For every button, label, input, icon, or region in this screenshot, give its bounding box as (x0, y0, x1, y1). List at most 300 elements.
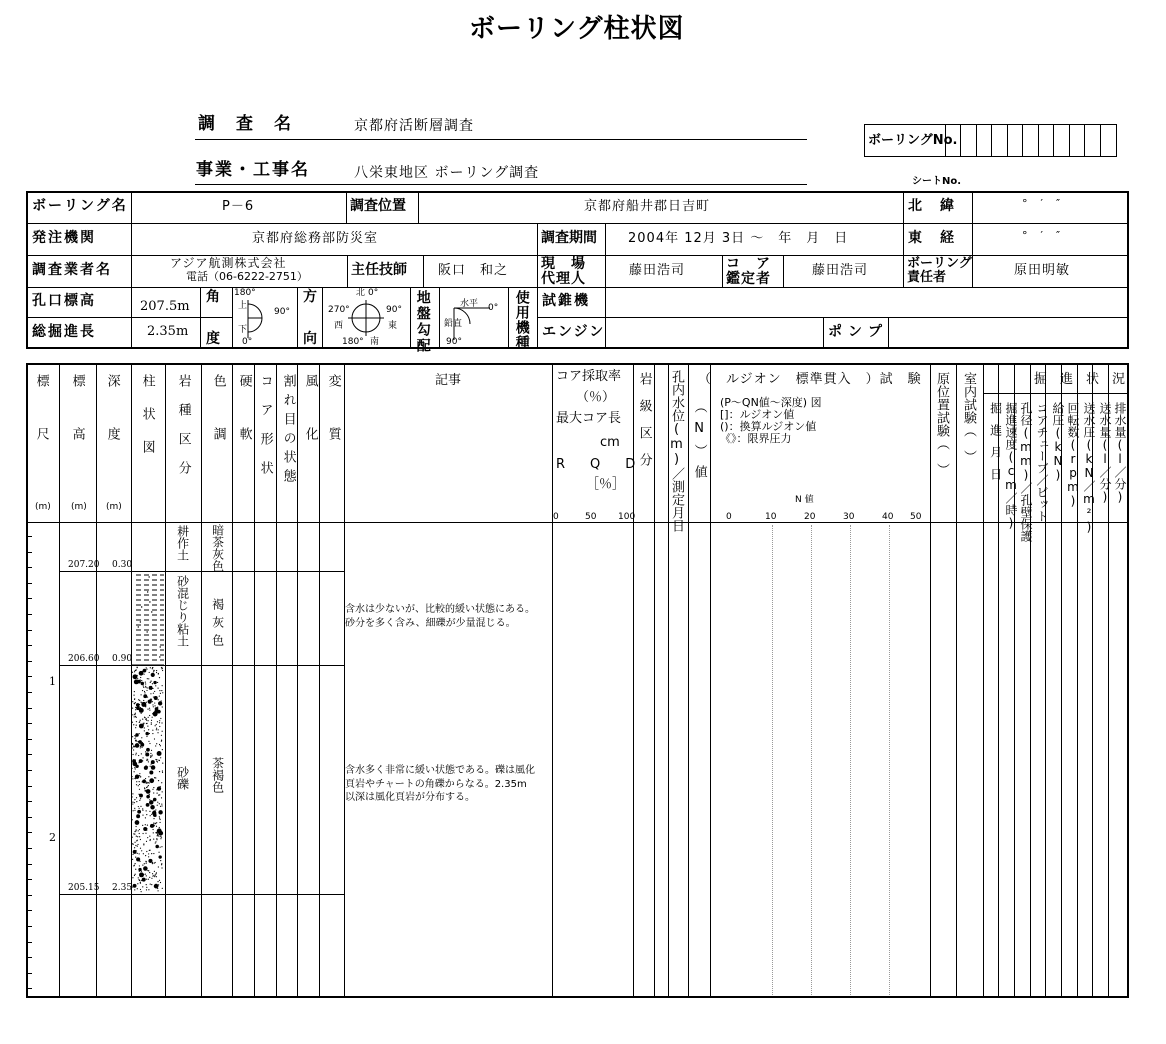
scale-tick (26, 801, 32, 802)
scale-tick (26, 567, 32, 568)
sand-dot (138, 626, 139, 627)
sand-dot (158, 795, 159, 796)
gravel-dot (146, 795, 150, 799)
sand-dot (147, 825, 148, 826)
dir-west: 西 (334, 321, 344, 331)
boring-resp-label: ボーリング 責任者 (907, 256, 972, 285)
scale-tick (26, 848, 32, 849)
sand-dot (149, 743, 150, 744)
sand-dot (134, 808, 135, 809)
sand-dot (152, 789, 153, 790)
sand-dot (145, 874, 146, 875)
unit-scale: (m) (35, 502, 51, 512)
sand-dot (131, 768, 132, 769)
hdr-rqd-pct: ［％］ (586, 477, 626, 492)
sand-dot (146, 723, 147, 724)
sand-dot (132, 743, 133, 744)
sand-dot (145, 683, 146, 684)
project-name: 八栄東地区 ボーリング調査 (354, 165, 540, 181)
gravel-dot (154, 884, 159, 889)
sand-dot (133, 724, 134, 725)
boring-name-label: ボーリング名 (32, 198, 128, 214)
sand-dot (140, 776, 141, 777)
gravel-dot (149, 770, 153, 774)
gravel-dot (153, 681, 156, 684)
sand-dot (150, 757, 151, 758)
scale-tick (26, 536, 32, 537)
sand-dot (132, 793, 133, 794)
sand-dot (162, 692, 163, 693)
sand-dot (160, 882, 161, 883)
sand-dot (134, 799, 135, 800)
sand-dot (141, 753, 142, 754)
gravel-dot (133, 884, 137, 888)
sand-dot (161, 668, 162, 669)
legend-2: []：ルジオン値 (720, 408, 795, 421)
sand-dot (143, 843, 144, 844)
gravel-dot (132, 759, 136, 763)
sand-dot (138, 879, 139, 880)
ground-slope-diagram (440, 288, 508, 348)
sand-dot (147, 708, 148, 709)
company: アジア航測株式会社 (170, 256, 287, 270)
sand-dot (146, 861, 147, 862)
sand-dot (152, 873, 153, 874)
sand-dot (149, 840, 150, 841)
sand-dot (146, 875, 147, 876)
sand-dot (156, 670, 157, 671)
sand-dot (158, 760, 159, 761)
sand-dot (151, 720, 152, 721)
gravel-dot (146, 748, 150, 752)
gravel-dot (143, 694, 147, 698)
hdr-rqd: R Q D (556, 457, 642, 472)
sand-dot (133, 749, 134, 750)
sand-dot (150, 839, 151, 840)
sand-dot (155, 685, 156, 686)
sand-dot (138, 699, 139, 700)
sand-dot (148, 761, 149, 762)
sheet-no-label: シートNo. (912, 176, 962, 187)
n-value-gridline (889, 525, 890, 995)
sand-dot (146, 851, 147, 852)
layer-1-elev: 207.20 (68, 560, 100, 570)
sand-dot (152, 863, 153, 864)
scale-tick (26, 879, 32, 880)
unit-elev: (m) (71, 502, 87, 512)
log-column-divider (710, 363, 711, 998)
sand-dot (157, 802, 158, 803)
sand-dot (134, 716, 135, 717)
n-value-gridline (811, 525, 812, 995)
gravel-dot (151, 673, 155, 677)
gravel-dot (139, 872, 144, 877)
gravel-dot (146, 803, 150, 807)
sand-dot (138, 755, 139, 756)
sand-dot (133, 746, 134, 747)
sand-dot (147, 837, 148, 838)
sand-dot (138, 877, 139, 878)
sand-dot (159, 646, 160, 647)
sand-dot (143, 674, 144, 675)
layer-2-color: 褐灰色 (210, 598, 225, 652)
sand-dot (152, 701, 153, 702)
sand-dot (157, 732, 158, 733)
sand-dot (135, 874, 136, 875)
sand-dot (150, 667, 151, 668)
scale-tick (26, 864, 32, 865)
sand-dot (145, 751, 146, 752)
location: 京都府船井郡日吉町 (584, 199, 711, 214)
layer-1-depth: 0.30 (112, 560, 133, 570)
angle-0: 0° (242, 337, 253, 347)
sand-dot (149, 799, 150, 800)
sand-dot (139, 865, 140, 866)
sand-dot (142, 864, 143, 865)
sand-dot (161, 846, 162, 847)
sand-dot (137, 667, 138, 668)
gravel-dot (142, 779, 146, 783)
north-label: 北 緯 (908, 198, 956, 214)
gravel-dot (133, 850, 137, 854)
sand-dot (161, 722, 162, 723)
gravel-dot (139, 708, 144, 713)
sand-dot (146, 669, 147, 670)
company-label: 調査業者名 (32, 262, 112, 278)
sand-dot (132, 801, 133, 802)
sand-dot (137, 836, 138, 837)
scale-tick (26, 614, 32, 615)
sand-dot (134, 833, 135, 834)
core-appraiser: 藤田浩司 (812, 263, 869, 278)
sand-dot (154, 691, 155, 692)
survey-name: 京都府活断層調査 (354, 118, 474, 134)
sand-dot (160, 757, 161, 758)
log-column-divider (59, 363, 60, 998)
hdr-description-1: 記事 (435, 373, 462, 388)
sand-dot (140, 848, 141, 849)
sand-dot (146, 863, 147, 864)
sand-dot (142, 886, 143, 887)
gravel-dot (141, 702, 146, 707)
scale-tick (26, 692, 32, 693)
sand-dot (146, 787, 147, 788)
sand-dot (142, 690, 143, 691)
survey-name-label: 調 査 名 (198, 114, 293, 134)
site-agent: 藤田浩司 (629, 263, 686, 278)
sand-dot (141, 680, 142, 681)
dir-north: 北 (356, 288, 366, 298)
gravel-dot (155, 845, 159, 849)
layer-3-color: 茶褐色 (210, 757, 225, 793)
sand-dot (145, 817, 146, 818)
sand-dot (133, 695, 134, 696)
sand-dot (134, 802, 135, 803)
sand-dot (139, 808, 140, 809)
scale-tick (26, 957, 32, 958)
sand-dot (158, 780, 159, 781)
sand-dot (151, 722, 152, 723)
sand-dot (141, 606, 142, 607)
sand-dot (135, 702, 136, 703)
angle-down: 下 (238, 325, 248, 335)
period-label: 調査期間 (541, 230, 597, 246)
gravel-dot (153, 798, 157, 802)
log-column-divider (983, 363, 984, 998)
sand-dot (146, 887, 147, 888)
hdr-fracture: 割れ目の状態 (280, 374, 296, 488)
sand-dot (152, 754, 153, 755)
layer-3-elev: 205.15 (68, 883, 100, 893)
gravel-dot (135, 820, 140, 825)
hdr-p-speed: 掘進速度(cm／時) (1004, 402, 1018, 530)
sand-dot (149, 811, 150, 812)
company-tel: 電話（06-6222-2751） (186, 270, 308, 283)
sand-dot (152, 704, 153, 705)
sand-dot (157, 881, 158, 882)
log-column-divider (201, 363, 202, 998)
sand-dot (156, 826, 157, 827)
sand-dot (132, 803, 133, 804)
sand-dot (156, 839, 157, 840)
gravel-dot (136, 703, 140, 707)
layer-3-depth: 2.35 (112, 883, 133, 893)
sand-dot (146, 879, 147, 880)
sand-dot (137, 844, 138, 845)
sand-dot (150, 693, 151, 694)
project-label: 事業・工事名 (196, 160, 310, 180)
gravel-dot (143, 669, 147, 673)
core-appraiser-label: コ ア 鑑定者 (726, 256, 771, 287)
scale-tick (26, 630, 32, 631)
gravel-dot (135, 774, 139, 778)
client-label: 発注機関 (32, 230, 96, 246)
hdr-p-rot: 回転数(rpm) (1066, 402, 1080, 508)
sand-dot (145, 833, 146, 834)
hdr-p-wflow: 送水量(l／分) (1098, 402, 1112, 504)
sand-dot (147, 725, 148, 726)
sand-dot (153, 875, 154, 876)
sand-dot (159, 695, 160, 696)
sand-dot (154, 777, 155, 778)
sand-dot (155, 874, 156, 875)
sand-dot (135, 670, 136, 671)
sand-dot (149, 708, 150, 709)
sand-dot (136, 797, 137, 798)
gravel-dot (143, 866, 148, 871)
sand-dot (156, 793, 157, 794)
sand-dot (141, 850, 142, 851)
sand-dot (148, 678, 149, 679)
hdr-max-core: 最大コア長 (556, 411, 622, 426)
sand-dot (132, 877, 133, 878)
depth-value: 2.35m (147, 324, 189, 339)
sand-dot (149, 709, 150, 710)
sand-dot (139, 836, 140, 837)
machine-type-label: 使用機種 (513, 290, 530, 350)
sand-dot (137, 853, 138, 854)
sand-dot (160, 838, 161, 839)
sand-dot (154, 705, 155, 706)
pct-tick-0: 0 (553, 512, 559, 522)
sand-dot (154, 876, 155, 877)
sand-dot (147, 687, 148, 688)
sand-dot (141, 880, 142, 881)
sand-dot (147, 678, 148, 679)
sand-dot (134, 847, 135, 848)
sand-dot (142, 757, 143, 758)
gravel-dot (149, 686, 153, 690)
sand-dot (139, 789, 140, 790)
legend-1: (P～QN値～深度) 図 (720, 396, 822, 409)
sand-dot (132, 736, 133, 737)
sand-dot (135, 713, 136, 714)
sand-dot (155, 745, 156, 746)
sand-dot (144, 717, 145, 718)
client: 京都府総務部防災室 (252, 231, 379, 246)
sand-dot (135, 869, 136, 870)
sand-dot (159, 803, 160, 804)
gravel-dot (153, 813, 157, 817)
sand-dot (151, 756, 152, 757)
sand-dot (131, 776, 132, 777)
gravel-dot (138, 740, 142, 744)
dir-south: 南 (370, 337, 380, 347)
sand-dot (135, 768, 136, 769)
sand-dot (160, 718, 161, 719)
gravel-dot (149, 778, 154, 783)
sand-dot (144, 863, 145, 864)
gravel-dot (143, 827, 147, 831)
sand-dot (161, 740, 162, 741)
sand-dot (149, 715, 150, 716)
n-value-gridline (850, 525, 851, 995)
gravel-dot (139, 724, 144, 729)
log-row-divider (59, 894, 344, 895)
sand-dot (146, 884, 147, 885)
sand-dot (139, 784, 140, 785)
pump-label: ポンプ (828, 324, 888, 340)
sand-dot (157, 835, 158, 836)
chief-label: 主任技師 (351, 262, 407, 278)
sand-dot (154, 863, 155, 864)
sand-dot (135, 716, 136, 717)
sand-dot (142, 825, 143, 826)
gravel-dot (139, 671, 144, 676)
gravel-dot (151, 760, 155, 764)
sand-dot (155, 841, 156, 842)
north-value: ° ′ ″ (1022, 197, 1062, 210)
sand-dot (132, 754, 133, 755)
scale-tick (26, 676, 32, 677)
boring-no-label: ボーリングNo. (868, 133, 958, 148)
sand-dot (139, 733, 140, 734)
sand-dot (151, 750, 152, 751)
sand-dot (147, 782, 148, 783)
sand-dot (132, 778, 133, 779)
scale-tick (26, 552, 32, 553)
log-column-divider (232, 363, 233, 998)
hdr-color: 色調 (210, 374, 226, 480)
sand-dot (150, 815, 151, 816)
hdr-core-shape: コア形状 (257, 374, 273, 490)
sand-dot (158, 673, 159, 674)
sand-dot (136, 753, 137, 754)
scale-tick (26, 942, 32, 943)
dir-east: 東 (388, 321, 398, 331)
sand-dot (150, 681, 151, 682)
sand-dot (159, 880, 160, 881)
sand-dot (158, 866, 159, 867)
sand-dot (154, 738, 155, 739)
sand-dot (153, 832, 154, 833)
sand-dot (148, 717, 149, 718)
scale-mark-1: 1 (49, 675, 56, 688)
log-column-divider (654, 363, 655, 998)
hdr-pct: （％） (576, 390, 616, 405)
log-column-divider (319, 363, 320, 998)
gravel-dot (139, 794, 143, 798)
sand-dot (136, 784, 137, 785)
sand-dot (142, 719, 143, 720)
sand-dot (136, 725, 137, 726)
sand-dot (136, 801, 137, 802)
sand-dot (153, 822, 154, 823)
sand-dot (136, 836, 137, 837)
n-tick-50: 50 (910, 512, 922, 522)
layer-2-desc: 含水は少ないが、比較的緩い状態にある。砂分を多く含み、細礫が少量混じる。 (345, 604, 535, 629)
sand-dot (157, 682, 158, 683)
gravel-dot (157, 786, 161, 790)
log-column-divider (254, 363, 255, 998)
scale-tick (26, 988, 32, 989)
sand-dot (159, 822, 160, 823)
sand-dot (159, 827, 160, 828)
sand-dot (157, 805, 158, 806)
angle-up: 上 (238, 301, 248, 311)
sand-dot (155, 842, 156, 843)
sand-dot (142, 833, 143, 834)
sand-dot (152, 668, 153, 669)
scale-tick (26, 754, 32, 755)
sand-dot (159, 744, 160, 745)
sand-dot (148, 785, 149, 786)
sand-dot (160, 693, 161, 694)
gravel-dot (146, 789, 151, 794)
log-column-divider (552, 363, 553, 998)
hdr-progress: 掘 進 状 況 (1034, 372, 1126, 387)
n-tick-10: 10 (765, 512, 777, 522)
sand-dot (155, 873, 156, 874)
scale-tick (26, 645, 32, 646)
location-label: 調査位置 (350, 198, 406, 214)
sand-dot (147, 870, 148, 871)
sand-dot (143, 687, 144, 688)
sand-dot (161, 867, 162, 868)
sand-dot (155, 823, 156, 824)
sand-dot (151, 853, 152, 854)
sand-dot (162, 770, 163, 771)
sand-dot (141, 747, 142, 748)
hdr-elevation: 標高 (69, 374, 85, 480)
scale-tick (26, 817, 32, 818)
sand-dot (161, 864, 162, 865)
layer-1-rock: 耕作土 (175, 525, 190, 561)
log-column-divider (956, 363, 957, 998)
sand-dot (152, 730, 153, 731)
scale-tick (26, 583, 32, 584)
sand-dot (153, 787, 154, 788)
